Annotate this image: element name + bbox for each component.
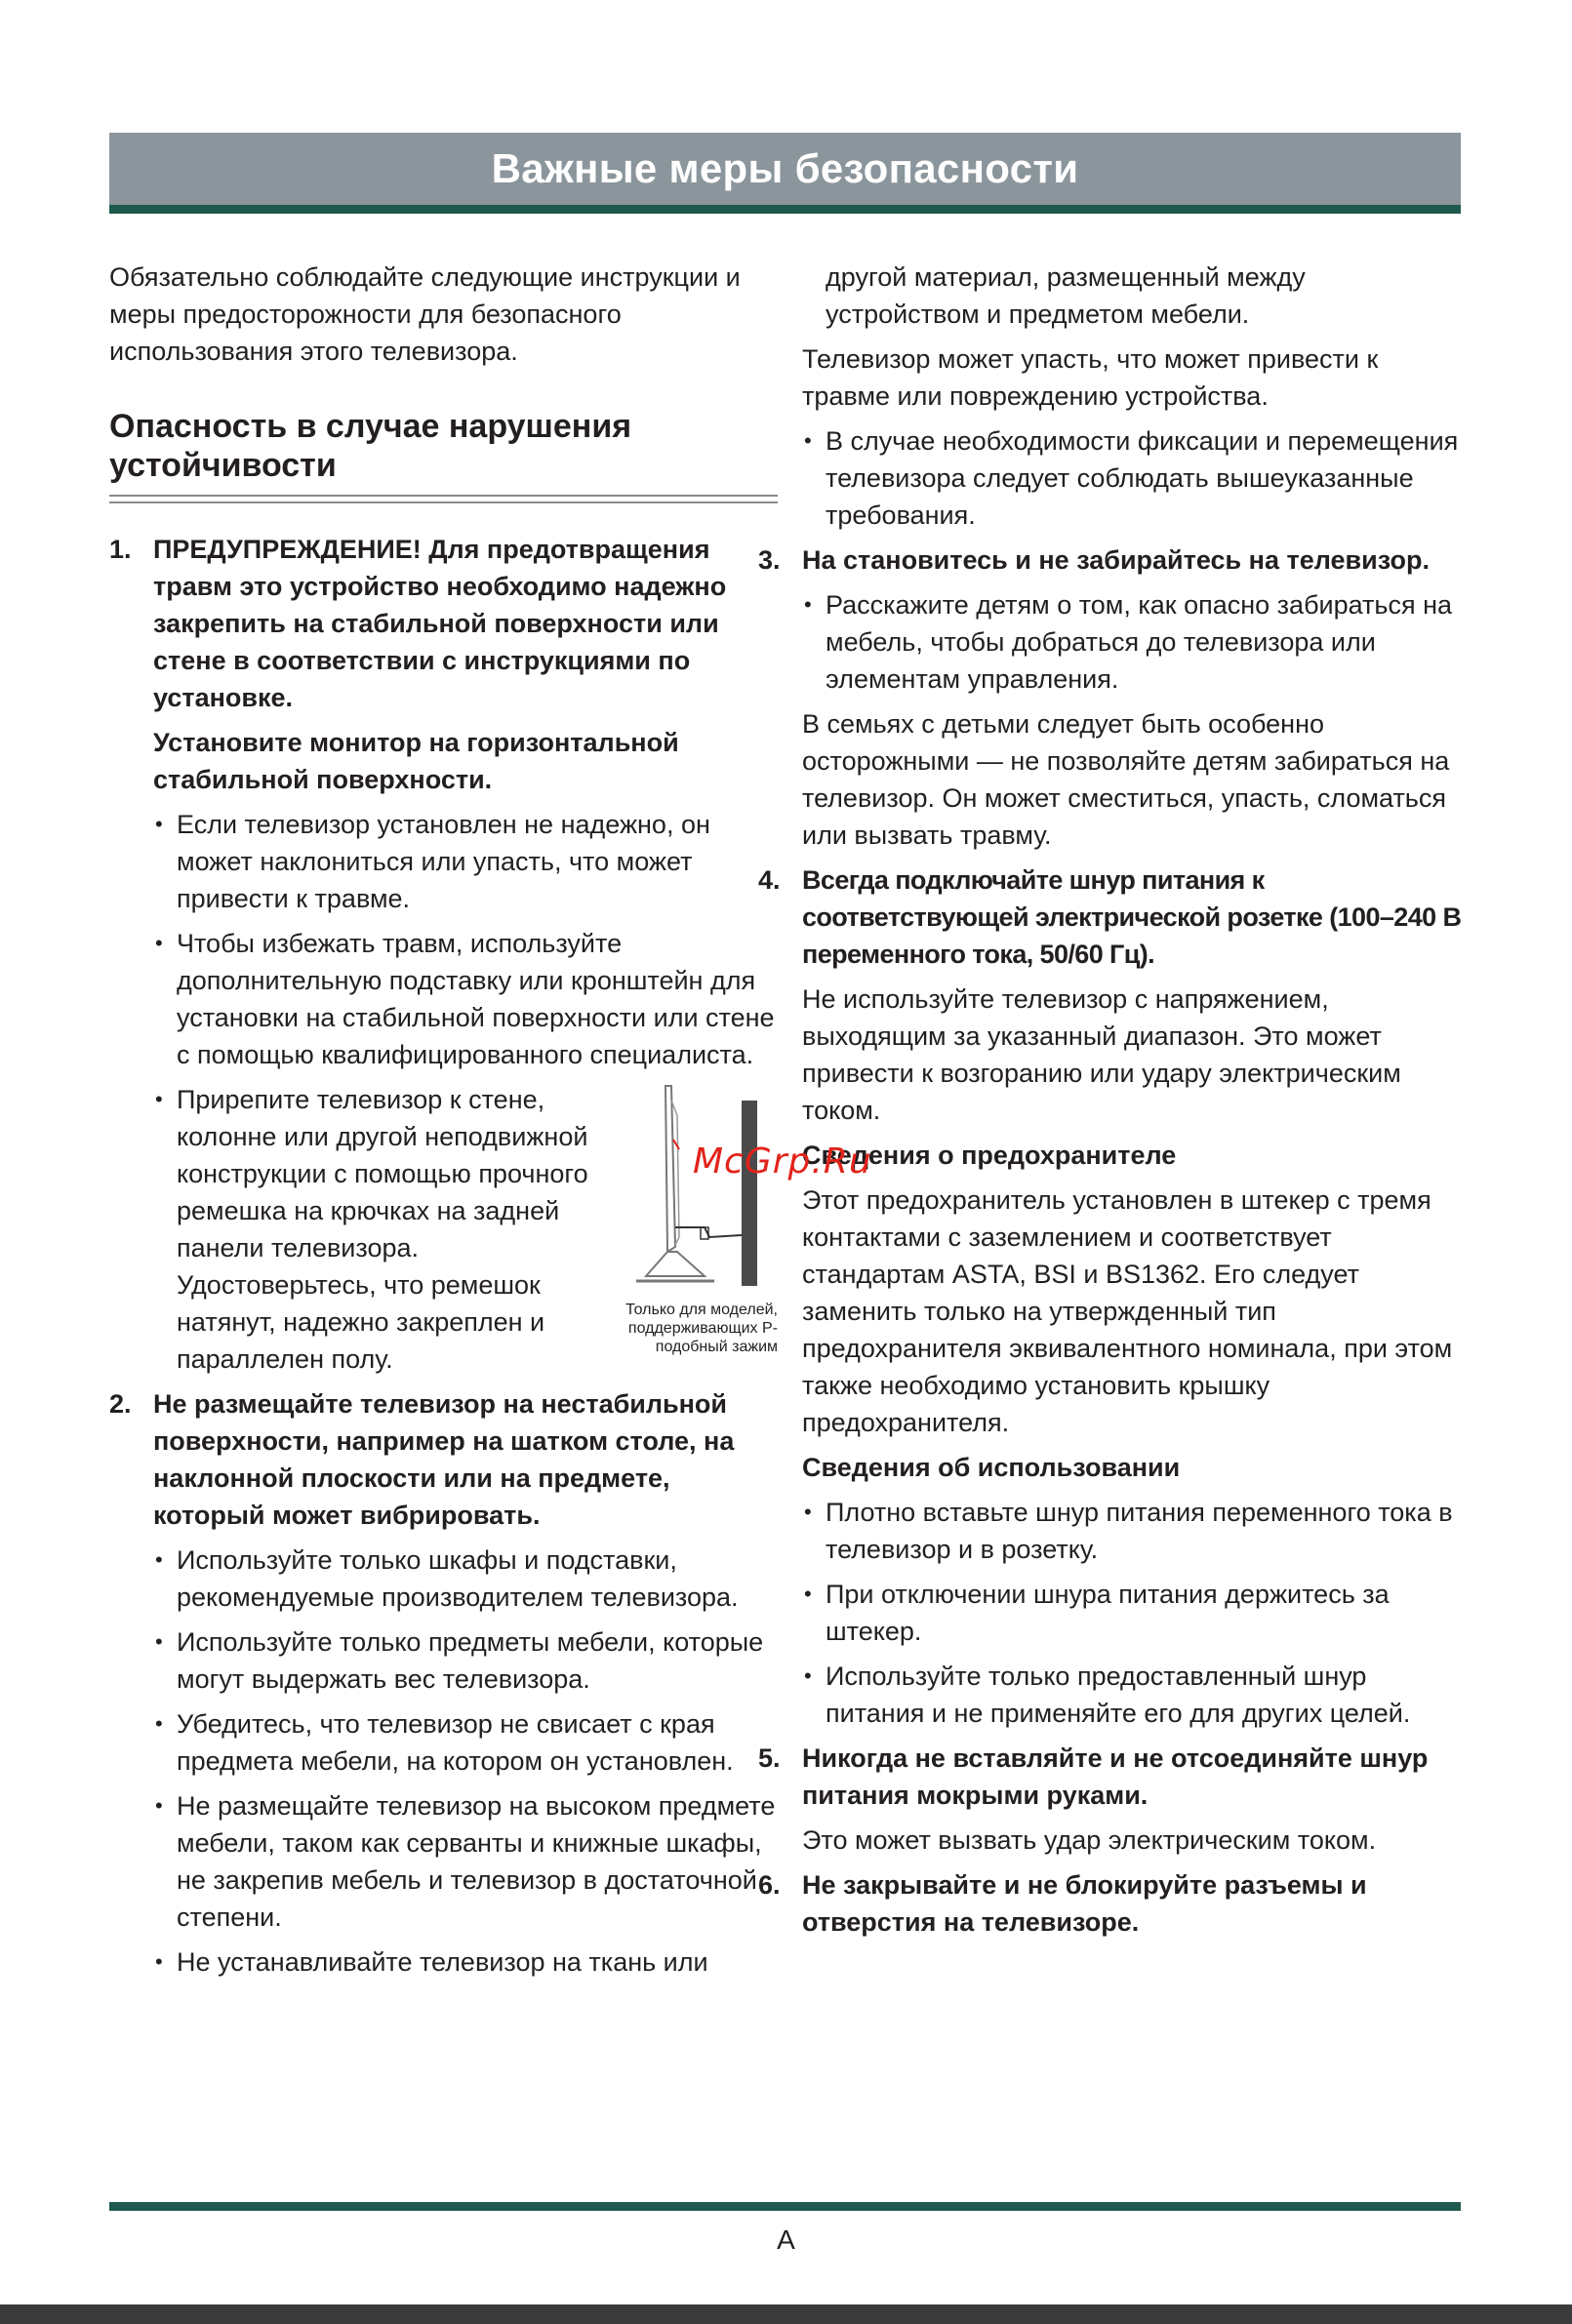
item-heading: Всегда подключайте шнур питания к соответствующей электрической розетке (100–240 В переменного тока, 50/60 Гц). [802,865,1462,969]
instruction-2 [109,1385,778,1981]
bullet-item: • Если телевизор установлен не надежно, он может наклониться или упасть, что может привести к травме. [153,806,778,917]
tv-wall-strap-illustration [607,1081,773,1301]
bullet-item: • В случае необходимости фиксации и перемещения телевизора следует соблюдать вышеуказанные требования. [802,422,1466,534]
footer-divider [109,2202,1461,2211]
bullet-item: • Используйте только шкафы и подставки, рекомендуемые производителем телевизора. [153,1542,778,1616]
item-subheading: Установите монитор на горизонтальной стабильной поверхности. [153,728,679,794]
bullet-item: • Используйте только предоставленный шнур питания и не применяйте его для других целей. [802,1658,1466,1732]
usage-title: Сведения об использовании [802,1453,1181,1482]
header-divider [109,205,1461,214]
section-title: Опасность в случае нарушения устойчивости [109,408,632,484]
instruction-5 [758,1740,1466,1859]
bullet-item: • Не устанавливайте телевизор на ткань или [153,1943,778,1981]
bullet-item: • Используйте только предметы мебели, которые могут выдержать вес телевизора. [153,1623,778,1698]
watermark: McGrp.Ru [693,1142,872,1182]
bullet-item: • Плотно вставьте шнур питания переменного тока в телевизор и в розетку. [802,1494,1466,1568]
item-note: Это может вызвать удар электрическим током. [802,1825,1377,1855]
page-title: Важные меры безопасности [491,145,1079,191]
item-number: 2. [109,1389,132,1419]
instruction-4 [758,861,1466,1732]
bullet-item: • При отключении шнура питания держитесь за штекер. [802,1576,1466,1650]
instruction-3 [758,541,1466,854]
bottom-band [0,2304,1572,2324]
bullet-item: • Убедитесь, что телевизор не свисает с края предмета мебели, на котором он установлен. [153,1705,778,1780]
tv-mount-figure [602,1081,778,1356]
fuse-title: Сведения о предохранителе [802,1141,1177,1170]
page-title-banner [109,133,1461,205]
bullet-item: • Не размещайте телевизор на высоком предмете мебели, таком как серванты и книжные шкафы, не закрепив мебель и телевизор в достаточной степени. [153,1787,778,1936]
instruction-1 [109,531,778,1378]
item-number: 6. [758,1870,781,1900]
bullet-list [802,586,1466,698]
bullet-item-with-figure [153,1081,778,1378]
item-heading: Не размещайте телевизор на нестабильной поверхности, например на шатком столе, на наклонной плоскости или на предмете, который может вибрировать. [153,1389,735,1530]
item-note: Не используйте телевизор с напряжением, выходящим за указанный диапазон. Это может привести к возгоранию или удару электрическим током. [802,984,1401,1125]
instruction-6 [758,1866,1466,1941]
item-number: 4. [758,865,781,895]
item-number: 3. [758,545,781,575]
intro-text: Обязательно соблюдайте следующие инструкции и меры предосторожности для безопасного использования этого телевизора. [109,262,741,366]
item-heading: ПРЕДУПРЕЖДЕНИЕ! Для предотвращения травм это устройство необходимо надежно закрепить на стабильной поверхности или стене в соответствии с инструкциями по установке. [153,535,727,712]
figure-caption: • Только для моделей, поддерживающих P-подобный зажим [625,1302,778,1355]
left-column [109,259,778,1981]
item-number: 5. [758,1743,781,1773]
bullet-text: Прирепите телевизор к стене, колонне или другой неподвижной конструкции с помощью прочного ремешка на крючках на задней панели телевизора. Удостоверьтесь, что ремешок натянут, надежно закреплен и параллелен полу. [177,1085,588,1374]
item-heading: Не закрывайте и не блокируйте разъемы и отверстия на телевизоре. [802,1870,1367,1937]
page-number: A [777,2224,795,2255]
item-number: 1. [109,535,132,564]
fuse-text: Этот предохранитель установлен в штекер с тремя контактами с заземлением и соответствует стандартам ASTA, BSI и BS1362. Его следует заменить только на утвержденный тип предохранителя эквивалентного номинала, при этом также необходимо установить крышку предохранителя. [802,1185,1453,1437]
continued-text: другой материал, размещенный между устройством и предметом мебели. [826,262,1306,329]
item-note: В семьях с детьми следует быть особенно осторожными — не позволяйте детям забираться на телевизор. Он может сместиться, упасть, сломаться или вызвать травму. [802,709,1450,850]
fall-note: Телевизор может упасть, что может привести к травме или повреждению устройства. [802,344,1379,411]
bullet-item: • Расскажите детям о том, как опасно забираться на мебель, чтобы добраться до телевизора или элементам управления. [802,586,1466,698]
bullet-item: • Чтобы избежать травм, используйте дополнительную подставку или кронштейн для установки на стабильной поверхности или стене с помощью квалифицированного специалиста. [153,925,778,1073]
bullet-list [802,1494,1466,1732]
bullet-list [153,1542,778,1981]
bullet-list [153,806,778,1378]
item-heading: На становитесь и не забирайтесь на телевизор. [802,545,1430,575]
item-heading: Никогда не вставляйте и не отсоединяйте шнур питания мокрыми руками. [802,1743,1429,1810]
bullet-list [802,422,1466,534]
section-divider [109,495,778,503]
